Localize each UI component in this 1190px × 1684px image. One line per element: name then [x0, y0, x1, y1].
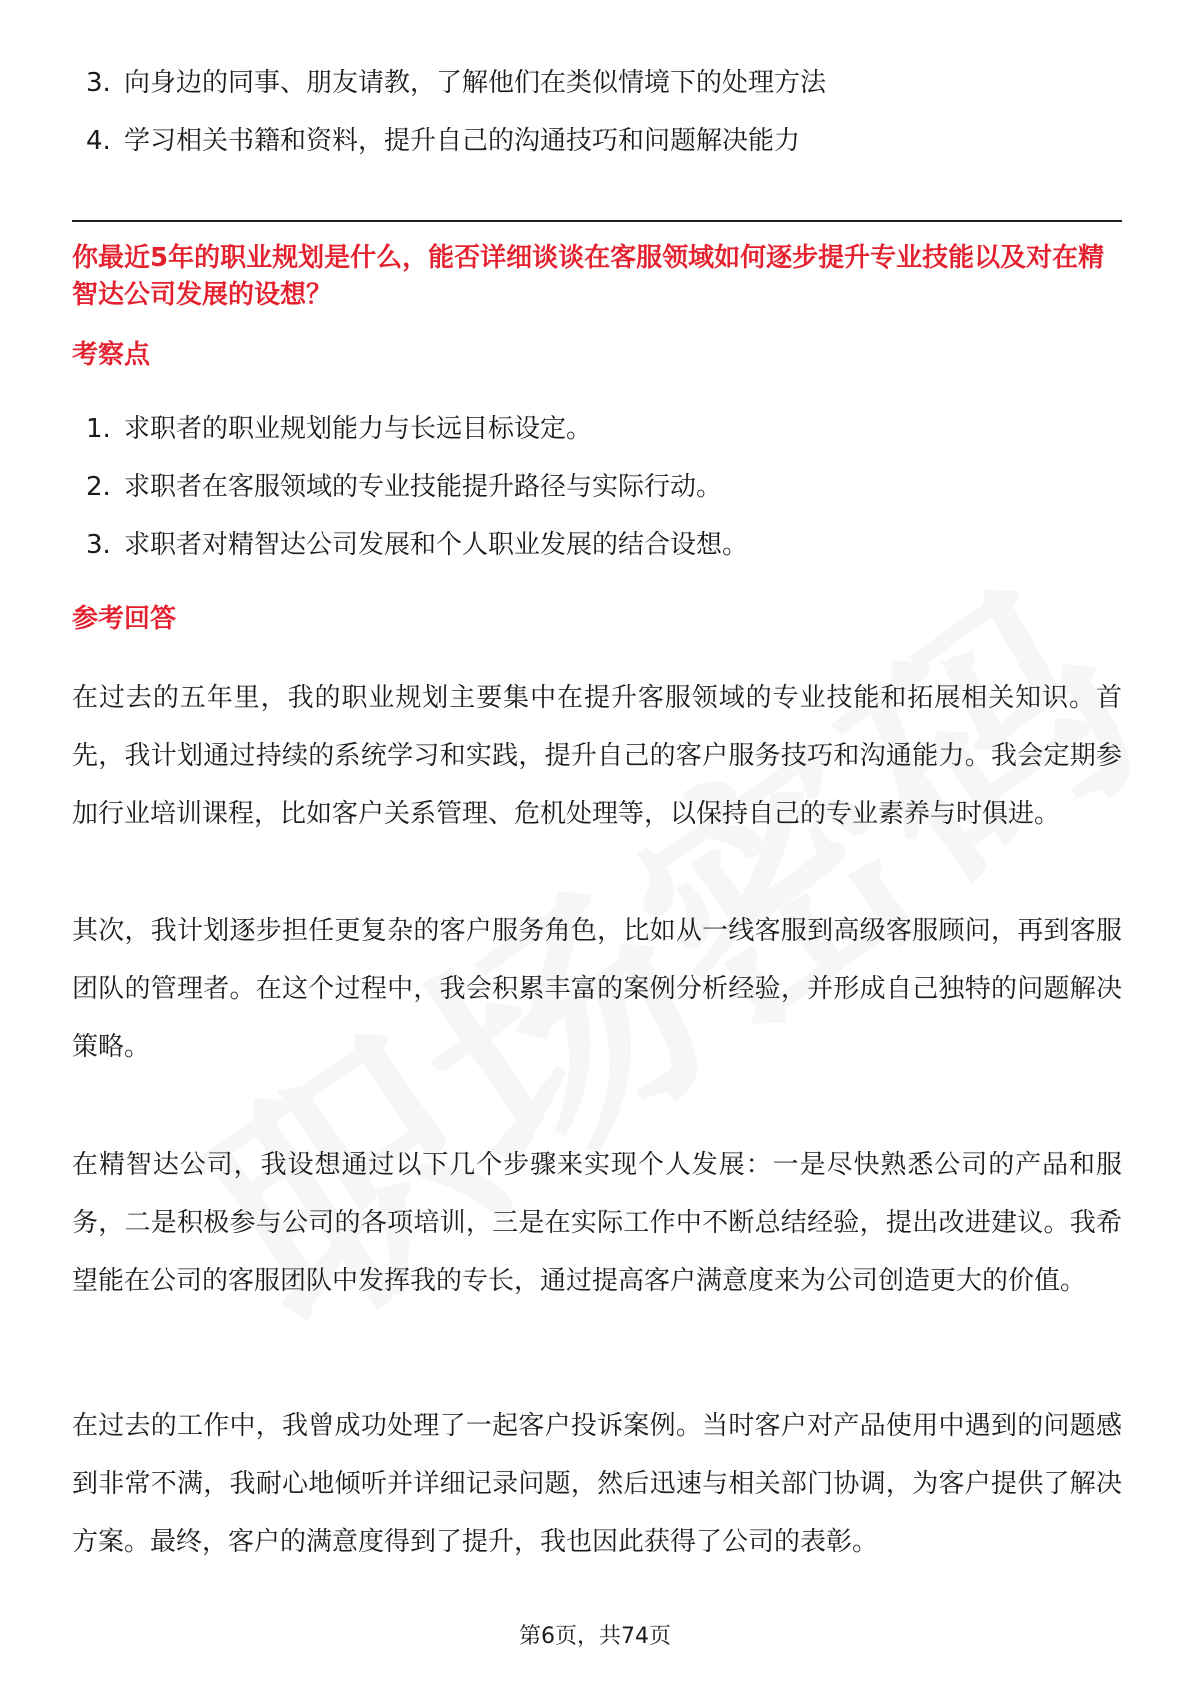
- list-number: 3.: [86, 68, 111, 98]
- list-number: 3.: [86, 530, 111, 560]
- list-text: 求职者的职业规划能力与长远目标设定。: [124, 414, 593, 444]
- page-number: 第6页，共74页: [519, 1624, 671, 1649]
- list-text: 向身边的同事、朋友请教，了解他们在类似情境下的处理方法: [124, 68, 827, 98]
- list-item: [72, 400, 748, 458]
- list-text: 学习相关书籍和资料，提升自己的沟通技巧和问题解决能力: [124, 126, 801, 156]
- interview-question: 你最近5年的职业规划是什么，能否详细谈谈在客服领域如何逐步提升专业技能以及对在精智达公司发展的设想？: [72, 243, 1105, 310]
- answer-paragraph: 在精智达公司，我设想通过以下几个步骤来实现个人发展：一是尽快熟悉公司的产品和服务，二是积极参与公司的各项培训，三是在实际工作中不断总结经验，提出改进建议。我希望能在公司的客服团队中发挥我的专长，通过提高客户满意度来为公司创造更大的价值。: [72, 1150, 1122, 1296]
- section-divider: [72, 220, 1122, 222]
- list-text: 求职者在客服领域的专业技能提升路径与实际行动。: [124, 472, 723, 502]
- list-item: [72, 516, 748, 574]
- answer-paragraph: 其次，我计划逐步担任更复杂的客户服务角色，比如从一线客服到高级客服顾问，再到客服团队的管理者。在这个过程中，我会积累丰富的案例分析经验，并形成自己独特的问题解决策略。: [72, 916, 1122, 1062]
- focus-heading: 考察点: [72, 340, 151, 370]
- list-text: 求职者对精智达公司发展和个人职业发展的结合设想。: [124, 530, 749, 560]
- list-number: 2.: [86, 472, 111, 502]
- answer-heading: 参考回答: [72, 604, 177, 634]
- list-item: [72, 54, 826, 112]
- focus-points-list: [72, 400, 748, 574]
- list-number: 1.: [86, 414, 111, 444]
- list-item: [72, 112, 826, 170]
- previous-steps-list: [72, 54, 826, 170]
- answer-paragraph: 在过去的工作中，我曾成功处理了一起客户投诉案例。当时客户对产品使用中遇到的问题感到非常不满，我耐心地倾听并详细记录问题，然后迅速与相关部门协调，为客户提供了解决方案。最终，客户的满意度得到了提升，我也因此获得了公司的表彰。: [72, 1411, 1122, 1557]
- answer-paragraph: 在过去的五年里，我的职业规划主要集中在提升客服领域的专业技能和拓展相关知识。首先，我计划通过持续的系统学习和实践，提升自己的客户服务技巧和沟通能力。我会定期参加行业培训课程，比如客户关系管理、危机处理等，以保持自己的专业素养与时俱进。: [72, 683, 1122, 829]
- list-number: 4.: [86, 126, 111, 156]
- list-item: [72, 458, 748, 516]
